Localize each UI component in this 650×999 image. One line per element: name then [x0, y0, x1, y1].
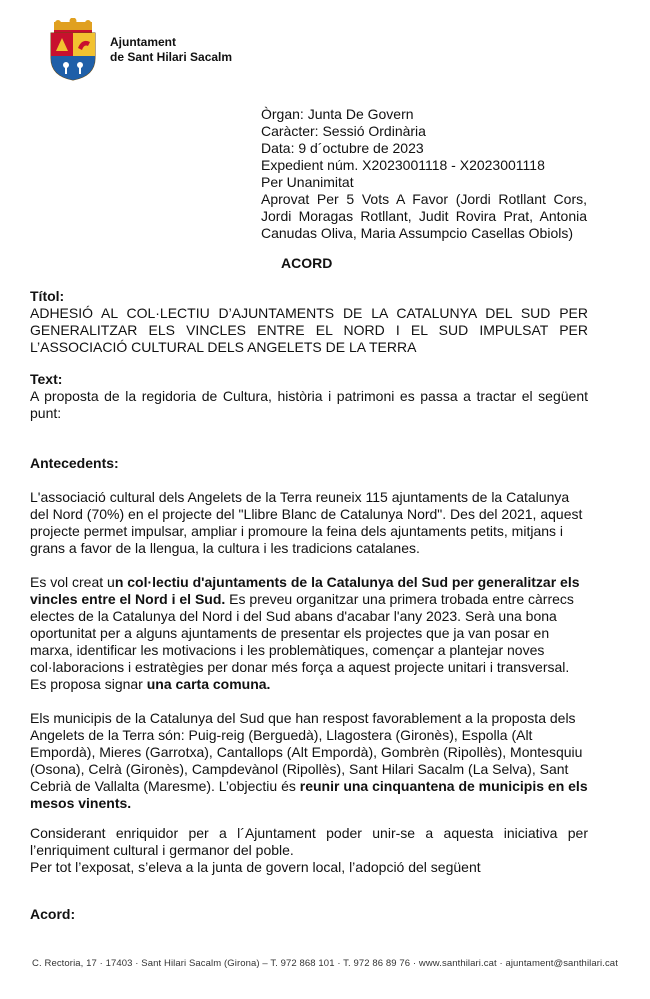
- org-name-line1: Ajuntament: [110, 35, 176, 49]
- org-name-line2: de Sant Hilari Sacalm: [110, 50, 233, 64]
- meta-organ: Òrgan: Junta De Govern: [261, 106, 414, 122]
- p2-bold-collective: n col·lectiu d'ajuntaments de la Catalunya del Sud per generalitzar els vincles entre el Nord i el Sud.: [30, 574, 580, 607]
- meta-expedient: Expedient núm. X2023001118 - X2023001118: [261, 157, 545, 173]
- resolution-section: [30, 906, 588, 923]
- title-section: [30, 288, 588, 356]
- meta-caracter: Caràcter: Sessió Ordinària: [261, 123, 426, 139]
- p2-text-a: Es vol creat u: [30, 574, 115, 590]
- antecedents-paragraph-5: Per tot l’exposat, s’eleva a la junta de govern local, l’adopció del següent: [30, 859, 481, 875]
- footer-contact: C. Rectoria, 17 · 17403 · Sant Hilari Sacalm (Girona) – T. 972 868 101 · T. 972 86 89 76 · www.santhilari.cat · ajuntament@santhilari.cat: [32, 958, 618, 969]
- antecedents-paragraph-3: [30, 710, 588, 812]
- document-heading: ACORD: [281, 255, 333, 271]
- meta-approved-by: Aprovat Per 5 Vots A Favor (Jordi Rotllant Cors, Jordi Moragas Rotllant, Judit Rovira Prat, Antonia Canudas Oliva, Maria Assumpcio Casellas Obiols): [261, 191, 587, 241]
- meta-date: Data: 9 d´octubre de 2023: [261, 140, 424, 156]
- antecedents-label: Antecedents:: [30, 455, 119, 471]
- p3-text-a: Els municipis de la Catalunya del Sud que han respost favorablement a la proposta dels Angelets de la Terra són: Puig-reig (Berguedà), Llagostera (Gironès), Espolla (Alt Empordà), Mieres (Garrotxa), Cantallops (Alt Empordà), Gombrèn (Ripollès), Montesquiu (Osona), Celrà (Gironès), Campdevànol (Ripollès), Sant Hilari Sacalm (La Selva), Sant Cebrià de Vallalta (Maresme). L’objectiu és: [30, 710, 583, 794]
- p2-text-c: Es preveu organitzar una primera trobada entre càrrecs electes de la Catalunya del Nord i del Sud abans d'acabar l'any 2023. Serà una bona oportunitat per a alguns ajuntaments de presentar els projectes que ja van posar en marxa, identificar les motivacions i les problemàtiques, començar a plantejar noves col·laboracions i estratègies per donar més força a aquest projecte unitari i transversal. Es proposa signar: [30, 591, 574, 692]
- antecedents-paragraph-2: [30, 574, 588, 693]
- text-body: A proposta de la regidoria de Cultura, història i patrimoni es passa a tractar el següent punt:: [30, 388, 588, 421]
- p2-bold-letter: una carta comuna.: [146, 676, 271, 692]
- meta-vote-type: Per Unanimitat: [261, 174, 354, 190]
- title-label: Títol:: [30, 288, 65, 304]
- text-label: Text:: [30, 371, 63, 387]
- meeting-metadata: [261, 106, 587, 242]
- resolution-label: Acord:: [30, 906, 76, 922]
- antecedents-paragraph-4: Considerant enriquidor per a l´Ajuntament poder unir-se a aquesta iniciativa per l’enriquiment cultural i germanor del poble.: [30, 825, 588, 858]
- antecedents-heading: [30, 455, 588, 472]
- coat-of-arms-icon: [44, 18, 102, 82]
- letterhead: [44, 18, 232, 82]
- antecedents-paragraph-1: L'associació cultural dels Angelets de la Terra reuneix 115 ajuntaments de la Catalunya del Nord (70%) en el projecte del "Llibre Blanc de Catalunya Nord". Des del 2021, aquest projecte permet impulsar, ampliar i promoure la feina dels ajuntaments petits, mitjans i grans a favor de la llengua, la cultura i les tradicions catalanes.: [30, 489, 583, 556]
- text-section: [30, 371, 588, 422]
- p3-bold-goal: reunir una cinquantena de municipis en els mesos vinents.: [30, 778, 588, 811]
- title-text: ADHESIÓ AL COL·LECTIU D’AJUNTAMENTS DE LA CATALUNYA DEL SUD PER GENERALITZAR ELS VINCLES ENTRE EL NORD I EL SUD IMPULSAT PER L’ASSOCIACIÓ CULTURAL DELS ANGELETS DE LA TERRA: [30, 305, 588, 355]
